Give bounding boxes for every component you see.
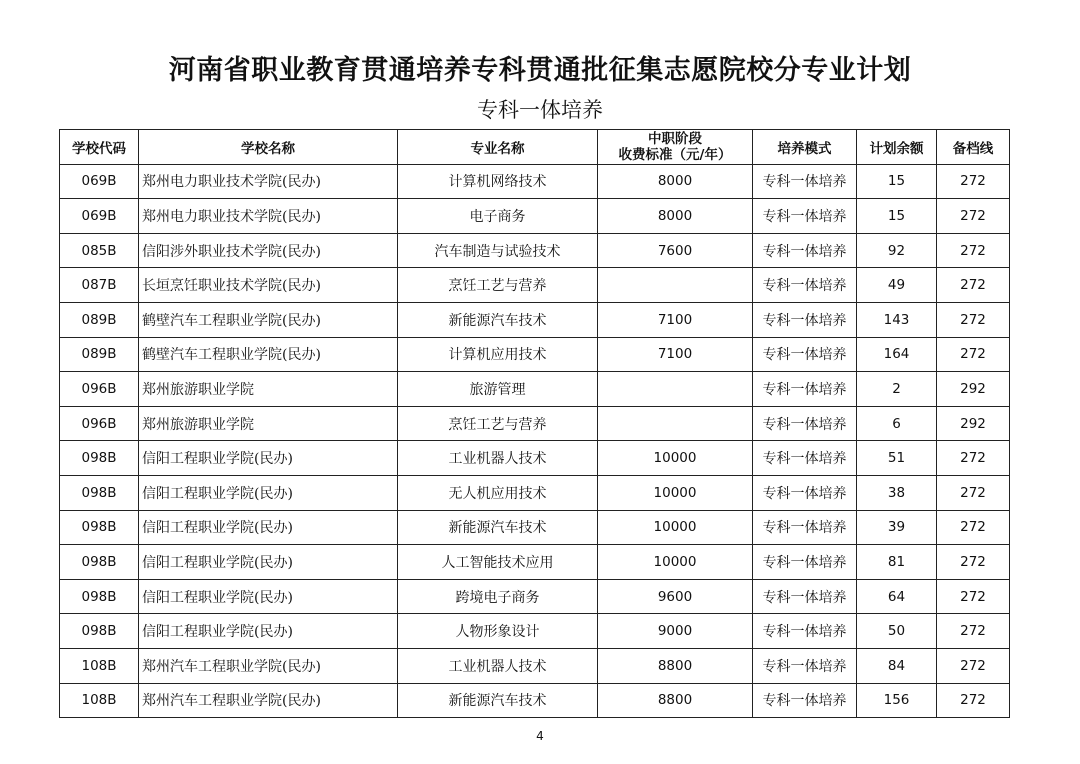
cutoff-line-cell: 272 xyxy=(937,164,1010,199)
major-name-cell: 无人机应用技术 xyxy=(398,475,598,510)
school-code-cell: 069B xyxy=(60,164,139,199)
table-row xyxy=(60,475,1010,510)
school-name-cell: 信阳工程职业学院(民办) xyxy=(139,475,398,510)
quota-cell: 15 xyxy=(857,164,937,199)
cutoff-line-cell: 292 xyxy=(937,406,1010,441)
major-name-cell: 计算机应用技术 xyxy=(398,337,598,372)
school-name-cell: 长垣烹饪职业技术学院(民办) xyxy=(139,268,398,303)
table-row xyxy=(60,372,1010,407)
fee-cell: 8000 xyxy=(598,199,753,234)
school-name-cell: 信阳涉外职业技术学院(民办) xyxy=(139,233,398,268)
school-code-cell: 089B xyxy=(60,337,139,372)
plan-table xyxy=(59,129,1010,718)
cutoff-line-cell: 292 xyxy=(937,372,1010,407)
school-code-cell: 087B xyxy=(60,268,139,303)
major-name-cell: 汽车制造与试验技术 xyxy=(398,233,598,268)
table-header-row xyxy=(60,130,1010,165)
training-mode-cell: 专科一体培养 xyxy=(753,164,857,199)
school-code-cell: 085B xyxy=(60,233,139,268)
table-row xyxy=(60,510,1010,545)
quota-cell: 164 xyxy=(857,337,937,372)
table-row xyxy=(60,199,1010,234)
school-name-cell: 信阳工程职业学院(民办) xyxy=(139,441,398,476)
school-code-cell: 098B xyxy=(60,510,139,545)
major-name-cell: 跨境电子商务 xyxy=(398,579,598,614)
major-name-cell: 人工智能技术应用 xyxy=(398,545,598,580)
table-row xyxy=(60,614,1010,649)
major-name-cell: 工业机器人技术 xyxy=(398,648,598,683)
col-header-mode: 培养模式 xyxy=(753,130,857,165)
cutoff-line-cell: 272 xyxy=(937,614,1010,649)
table-row xyxy=(60,683,1010,718)
major-name-cell: 烹饪工艺与营养 xyxy=(398,406,598,441)
quota-cell: 84 xyxy=(857,648,937,683)
major-name-cell: 新能源汽车技术 xyxy=(398,510,598,545)
school-code-cell: 098B xyxy=(60,579,139,614)
training-mode-cell: 专科一体培养 xyxy=(753,268,857,303)
fee-cell: 9600 xyxy=(598,579,753,614)
training-mode-cell: 专科一体培养 xyxy=(753,545,857,580)
page-title: 河南省职业教育贯通培养专科贯通批征集志愿院校分专业计划 xyxy=(168,55,912,86)
col-header-code: 学校代码 xyxy=(60,130,139,165)
school-name-cell: 信阳工程职业学院(民办) xyxy=(139,614,398,649)
training-mode-cell: 专科一体培养 xyxy=(753,233,857,268)
table-row xyxy=(60,406,1010,441)
quota-cell: 49 xyxy=(857,268,937,303)
school-name-cell: 郑州旅游职业学院 xyxy=(139,406,398,441)
major-name-cell: 烹饪工艺与营养 xyxy=(398,268,598,303)
cutoff-line-cell: 272 xyxy=(937,268,1010,303)
fee-cell: 9000 xyxy=(598,614,753,649)
fee-cell: 10000 xyxy=(598,475,753,510)
school-code-cell: 069B xyxy=(60,199,139,234)
school-code-cell: 108B xyxy=(60,648,139,683)
school-name-cell: 鹤壁汽车工程职业学院(民办) xyxy=(139,337,398,372)
table-row xyxy=(60,233,1010,268)
school-name-cell: 郑州汽车工程职业学院(民办) xyxy=(139,648,398,683)
col-header-line: 备档线 xyxy=(937,130,1010,165)
school-code-cell: 108B xyxy=(60,683,139,718)
school-code-cell: 098B xyxy=(60,545,139,580)
training-mode-cell: 专科一体培养 xyxy=(753,337,857,372)
col-header-school: 学校名称 xyxy=(139,130,398,165)
fee-cell: 8800 xyxy=(598,648,753,683)
fee-cell: 10000 xyxy=(598,510,753,545)
cutoff-line-cell: 272 xyxy=(937,545,1010,580)
major-name-cell: 电子商务 xyxy=(398,199,598,234)
fee-cell: 7600 xyxy=(598,233,753,268)
col-header-fee xyxy=(598,130,753,165)
training-mode-cell: 专科一体培养 xyxy=(753,475,857,510)
quota-cell: 64 xyxy=(857,579,937,614)
cutoff-line-cell: 272 xyxy=(937,648,1010,683)
fee-cell xyxy=(598,406,753,441)
table-row xyxy=(60,579,1010,614)
fee-cell xyxy=(598,372,753,407)
training-mode-cell: 专科一体培养 xyxy=(753,648,857,683)
cutoff-line-cell: 272 xyxy=(937,683,1010,718)
major-name-cell: 新能源汽车技术 xyxy=(398,302,598,337)
table-row xyxy=(60,648,1010,683)
training-mode-cell: 专科一体培养 xyxy=(753,441,857,476)
school-name-cell: 信阳工程职业学院(民办) xyxy=(139,579,398,614)
cutoff-line-cell: 272 xyxy=(937,233,1010,268)
quota-cell: 92 xyxy=(857,233,937,268)
training-mode-cell: 专科一体培养 xyxy=(753,614,857,649)
school-name-cell: 郑州电力职业技术学院(民办) xyxy=(139,164,398,199)
quota-cell: 51 xyxy=(857,441,937,476)
school-code-cell: 098B xyxy=(60,614,139,649)
school-code-cell: 096B xyxy=(60,372,139,407)
fee-cell: 8800 xyxy=(598,683,753,718)
quota-cell: 38 xyxy=(857,475,937,510)
quota-cell: 156 xyxy=(857,683,937,718)
table-row xyxy=(60,545,1010,580)
table-row xyxy=(60,164,1010,199)
table-body xyxy=(60,164,1010,718)
school-name-cell: 郑州电力职业技术学院(民办) xyxy=(139,199,398,234)
col-header-fee-line1: 中职阶段 xyxy=(648,130,702,147)
major-name-cell: 工业机器人技术 xyxy=(398,441,598,476)
quota-cell: 2 xyxy=(857,372,937,407)
cutoff-line-cell: 272 xyxy=(937,337,1010,372)
cutoff-line-cell: 272 xyxy=(937,510,1010,545)
col-header-fee-line2: 收费标准（元/年） xyxy=(618,146,732,163)
quota-cell: 81 xyxy=(857,545,937,580)
fee-cell: 7100 xyxy=(598,302,753,337)
fee-cell: 7100 xyxy=(598,337,753,372)
table-row xyxy=(60,302,1010,337)
training-mode-cell: 专科一体培养 xyxy=(753,406,857,441)
cutoff-line-cell: 272 xyxy=(937,302,1010,337)
fee-cell xyxy=(598,268,753,303)
major-name-cell: 新能源汽车技术 xyxy=(398,683,598,718)
cutoff-line-cell: 272 xyxy=(937,199,1010,234)
school-code-cell: 096B xyxy=(60,406,139,441)
training-mode-cell: 专科一体培养 xyxy=(753,683,857,718)
col-header-major: 专业名称 xyxy=(398,130,598,165)
quota-cell: 6 xyxy=(857,406,937,441)
table-row xyxy=(60,268,1010,303)
school-code-cell: 098B xyxy=(60,475,139,510)
school-name-cell: 信阳工程职业学院(民办) xyxy=(139,545,398,580)
page-number: 4 xyxy=(536,729,544,743)
cutoff-line-cell: 272 xyxy=(937,579,1010,614)
major-name-cell: 计算机网络技术 xyxy=(398,164,598,199)
table-row xyxy=(60,441,1010,476)
cutoff-line-cell: 272 xyxy=(937,475,1010,510)
training-mode-cell: 专科一体培养 xyxy=(753,579,857,614)
fee-cell: 8000 xyxy=(598,164,753,199)
major-name-cell: 人物形象设计 xyxy=(398,614,598,649)
school-name-cell: 郑州汽车工程职业学院(民办) xyxy=(139,683,398,718)
table-row xyxy=(60,337,1010,372)
quota-cell: 143 xyxy=(857,302,937,337)
training-mode-cell: 专科一体培养 xyxy=(753,510,857,545)
school-code-cell: 089B xyxy=(60,302,139,337)
quota-cell: 15 xyxy=(857,199,937,234)
col-header-quota: 计划余额 xyxy=(857,130,937,165)
school-code-cell: 098B xyxy=(60,441,139,476)
quota-cell: 50 xyxy=(857,614,937,649)
page-subtitle: 专科一体培养 xyxy=(477,98,603,122)
fee-cell: 10000 xyxy=(598,441,753,476)
cutoff-line-cell: 272 xyxy=(937,441,1010,476)
quota-cell: 39 xyxy=(857,510,937,545)
fee-cell: 10000 xyxy=(598,545,753,580)
school-name-cell: 信阳工程职业学院(民办) xyxy=(139,510,398,545)
training-mode-cell: 专科一体培养 xyxy=(753,302,857,337)
training-mode-cell: 专科一体培养 xyxy=(753,372,857,407)
school-name-cell: 郑州旅游职业学院 xyxy=(139,372,398,407)
major-name-cell: 旅游管理 xyxy=(398,372,598,407)
school-name-cell: 鹤壁汽车工程职业学院(民办) xyxy=(139,302,398,337)
training-mode-cell: 专科一体培养 xyxy=(753,199,857,234)
